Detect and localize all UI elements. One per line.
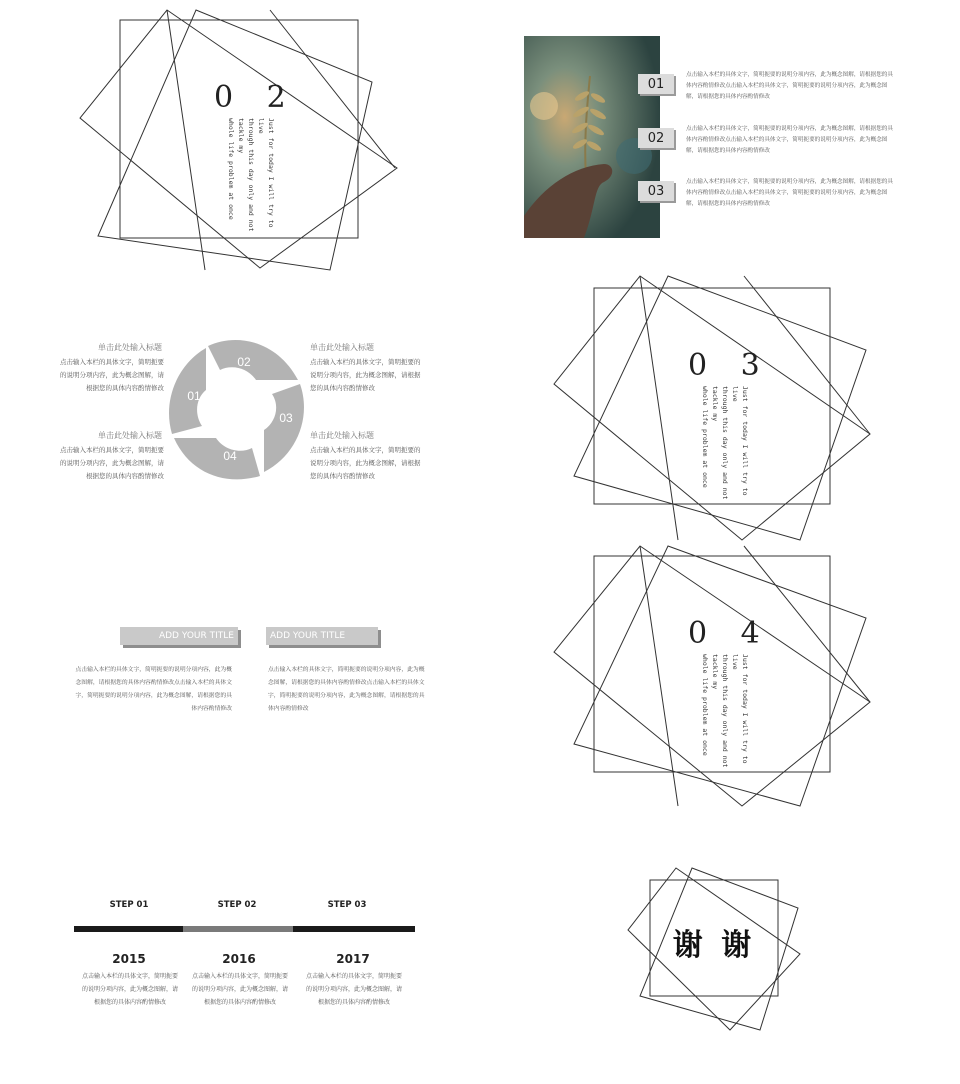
timeline-segment (74, 926, 183, 932)
cycle-block-text: 点击输入本栏的具体文字，简明扼要的说明分项内容，此为概念图解，请根据您的具体内容酌情修改 (60, 446, 164, 480)
step-label: STEP 01 (109, 900, 149, 910)
step-text: 点击输入本栏的具体文字，简明扼要的说明分项内容，此为概念图解，请根据您的具体内容酌情修改 (191, 973, 288, 1006)
list-number: 02 (638, 128, 674, 148)
cycle-block-text: 点击输入本栏的具体文字，简明扼要的说明分项内容，此为概念图解，请根据您的具体内容酌情修改 (310, 446, 421, 480)
step-year: 2016 (222, 952, 256, 966)
card-text: 点击输入本栏的具体文字，简明扼要的说明分项内容，此为概念图解，请根据您的具体内容酌情修改点击输入本栏的具体文字，简明扼要的说明分项内容，此为概念图解，请根据您的具体内容酌情修改 (268, 667, 425, 712)
list-number: 03 (638, 181, 674, 201)
step-text: 点击输入本栏的具体文字，简明扼要的说明分项内容，此为概念图解，请根据您的具体内容酌情修改 (305, 973, 402, 1006)
cycle-block-title: 单击此处输入标题 (98, 431, 162, 440)
cycle-block-title: 单击此处输入标题 (98, 343, 162, 352)
timeline-segment (293, 926, 415, 932)
list-number: 01 (638, 74, 674, 94)
cycle-label: 03 (279, 411, 293, 425)
cycle-label: 02 (237, 355, 251, 369)
title-tag: ADD YOUR TITLE (120, 627, 238, 645)
title-tag: ADD YOUR TITLE (266, 627, 378, 645)
cycle-block-text: 点击输入本栏的具体文字，简明扼要的说明分项内容，此为概念图解，请根据您的具体内容酌情修改 (60, 358, 164, 392)
cycle-label: 04 (223, 449, 237, 463)
cycle-block-title: 单击此处输入标题 (310, 343, 374, 352)
list-item-text: 点击输入本栏的具体文字，简明扼要的说明分项内容，此为概念图解，请根据您的具体内容酌情修改点击输入本栏的具体文字，简明扼要的说明分项内容，此为概念图解，请根据您的具体内容酌情修改 (686, 126, 893, 154)
step-year: 2015 (112, 952, 146, 966)
section-body: Just for today I will try to live through this day only and not tackle my whole life problem at once (701, 654, 749, 768)
section-number: 0 2 (214, 80, 298, 115)
section-number: 0 3 (688, 348, 772, 383)
step-text: 点击输入本栏的具体文字，简明扼要的说明分项内容，此为概念图解，请根据您的具体内容酌情修改 (81, 973, 178, 1006)
section-body: Just for today I will try to live through this day only and not tackle my whole life problem at once (227, 118, 275, 232)
step-label: STEP 03 (327, 900, 367, 910)
card-text: 点击输入本栏的具体文字，简明扼要的说明分项内容，此为概念图解，请根据您的具体内容酌情修改点击输入本栏的具体文字，简明扼要的说明分项内容，此为概念图解，请根据您的具体内容酌情修改 (75, 667, 232, 712)
timeline-segment (183, 926, 293, 932)
cycle-block-text: 点击输入本栏的具体文字，简明扼要的说明分项内容，此为概念图解，请根据您的具体内容酌情修改 (310, 358, 421, 392)
step-label: STEP 02 (217, 900, 257, 910)
cycle-block-title: 单击此处输入标题 (310, 431, 374, 440)
list-item-text: 点击输入本栏的具体文字，简明扼要的说明分项内容，此为概念图解，请根据您的具体内容酌情修改点击输入本栏的具体文字，简明扼要的说明分项内容，此为概念图解，请根据您的具体内容酌情修改 (686, 72, 893, 100)
section-number: 0 4 (688, 616, 772, 651)
step-year: 2017 (336, 952, 370, 966)
section-body: Just for today I will try to live through this day only and not tackle my whole life problem at once (701, 386, 749, 500)
thanks-text: 谢 谢 (672, 928, 756, 963)
cycle-label: 01 (187, 389, 201, 403)
list-item-text: 点击输入本栏的具体文字，简明扼要的说明分项内容，此为概念图解，请根据您的具体内容酌情修改点击输入本栏的具体文字，简明扼要的说明分项内容，此为概念图解，请根据您的具体内容酌情修改 (686, 179, 893, 207)
